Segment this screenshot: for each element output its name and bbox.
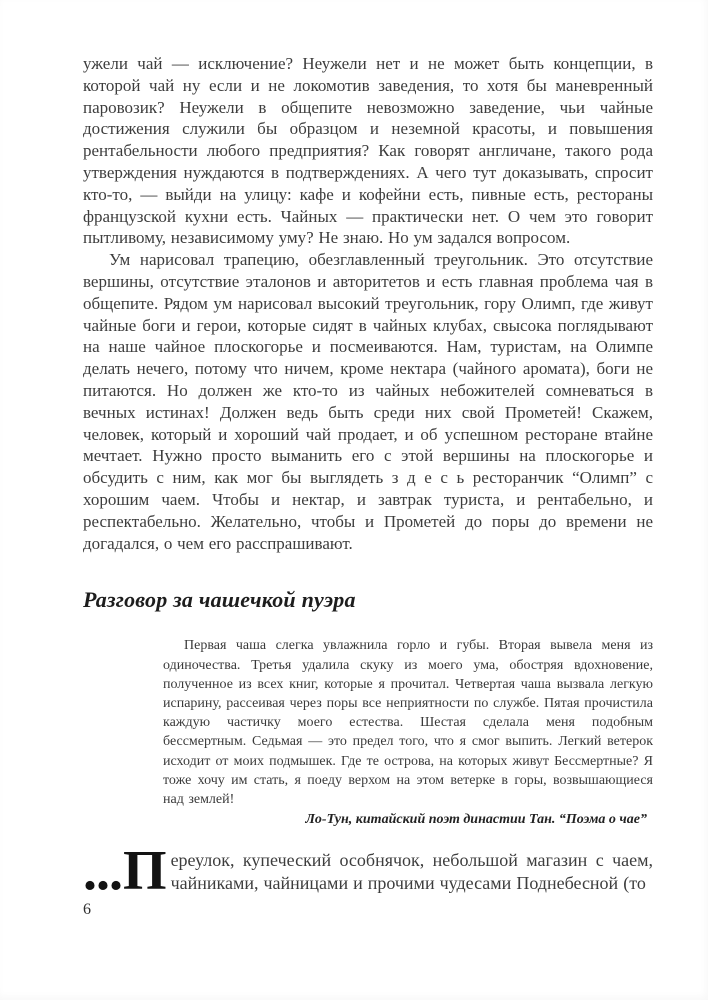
dropcap-lead (83, 840, 167, 903)
body-paragraph-continuation: ужели чай — исключение? Неужели нет и не может быть концепции, в которой чай ну если и не локомотив заведения, то хотя бы маневренный паровозик? Неужели в общепите невозможно заведение, чьи чайные достижения служили бы образцом и неземной красоты, и повышения рентабельности любого предприятия? Как говорят англичане, такого рода утверждения нуждаются в подтверждениях. А чего тут доказывать, спросит кто-то, — выйди на улицу: кафе и кофейни есть, пивные есть, рестораны французской кухни есть. Чайных — практически нет. О чем это говорит пытливому, независимому уму? Не знаю. Но ум задался вопросом. (83, 54, 653, 248)
section-heading: Разговор за чашечкой пуэра (83, 587, 356, 613)
body-paragraph: Ум нарисовал трапецию, обезглавленный треугольник. Это отсутствие вершины, отсутствие эталонов и авторитетов и есть главная проблема чая в общепите. Рядом ум нарисовал высокий треугольник, гору Олимп, где живут чайные боги и герои, которые сидят в чайных клубах, свысока поглядывают на наше чайное плоскогорье и посмеиваются. Нам, туристам, на Олимпе делать нечего, потому что ничем, кроме нектара (чайного аромата), боги не питаются. Но должен же кто-то из чайных небожителей сомневаться в вечных истинах! Должен ведь быть среди них свой Прометей! Скажем, человек, который и хороший чай продает, и об успешном ресторане втайне мечтает. Нужно просто выманить его с этой вершины на плоскогорье и обсудить с ним, как мог бы выглядеть з д е с ь ресторанчик “Олимп” с хорошим чаем. Чтобы и нектар, и завтрак туриста, и рентабельно, и респектабельно. Желательно, чтобы и Прометей до поры до времени не догадался, о чем его расспрашивают. (83, 250, 653, 553)
dropcap-paragraph-text: ереулок, купеческий особнячок, небольшой магазин с чаем, чайниками, чайницами и прочими чудесами Поднебесной (то (170, 850, 653, 894)
quote-attribution: Ло-Тун, китайский поэт династии Тан. “Поэма о чае” (305, 812, 647, 828)
dropcap-letter: П (123, 840, 167, 903)
dropcap-paragraph (83, 840, 653, 903)
text-block (83, 53, 653, 903)
leading-ellipsis: ... (83, 840, 122, 903)
page-number: 6 (83, 901, 91, 918)
epigraph-quote: Первая чаша слегка увлажнила горло и губы. Вторая вывела меня из одиночества. Третья удалила скуку из моего ума, обостряя вдохновение, полученное из всех книг, которые я прочитал. Четвертая чаша вызвала легкую испарину, рассеивая через поры все неприятности по службе. Пятая прочистила каждую частичку моего естества. Шестая сделала меня подобным бессмертным. Седьмая — это предел того, что я смог выпить. Легкий ветерок исходит от моих подмышек. Где те острова, на которых живут Бессмертные? Я тоже хочу им стать, я поеду верхом на этом ветерке в горы, возвышающиеся над землей! (163, 638, 653, 807)
